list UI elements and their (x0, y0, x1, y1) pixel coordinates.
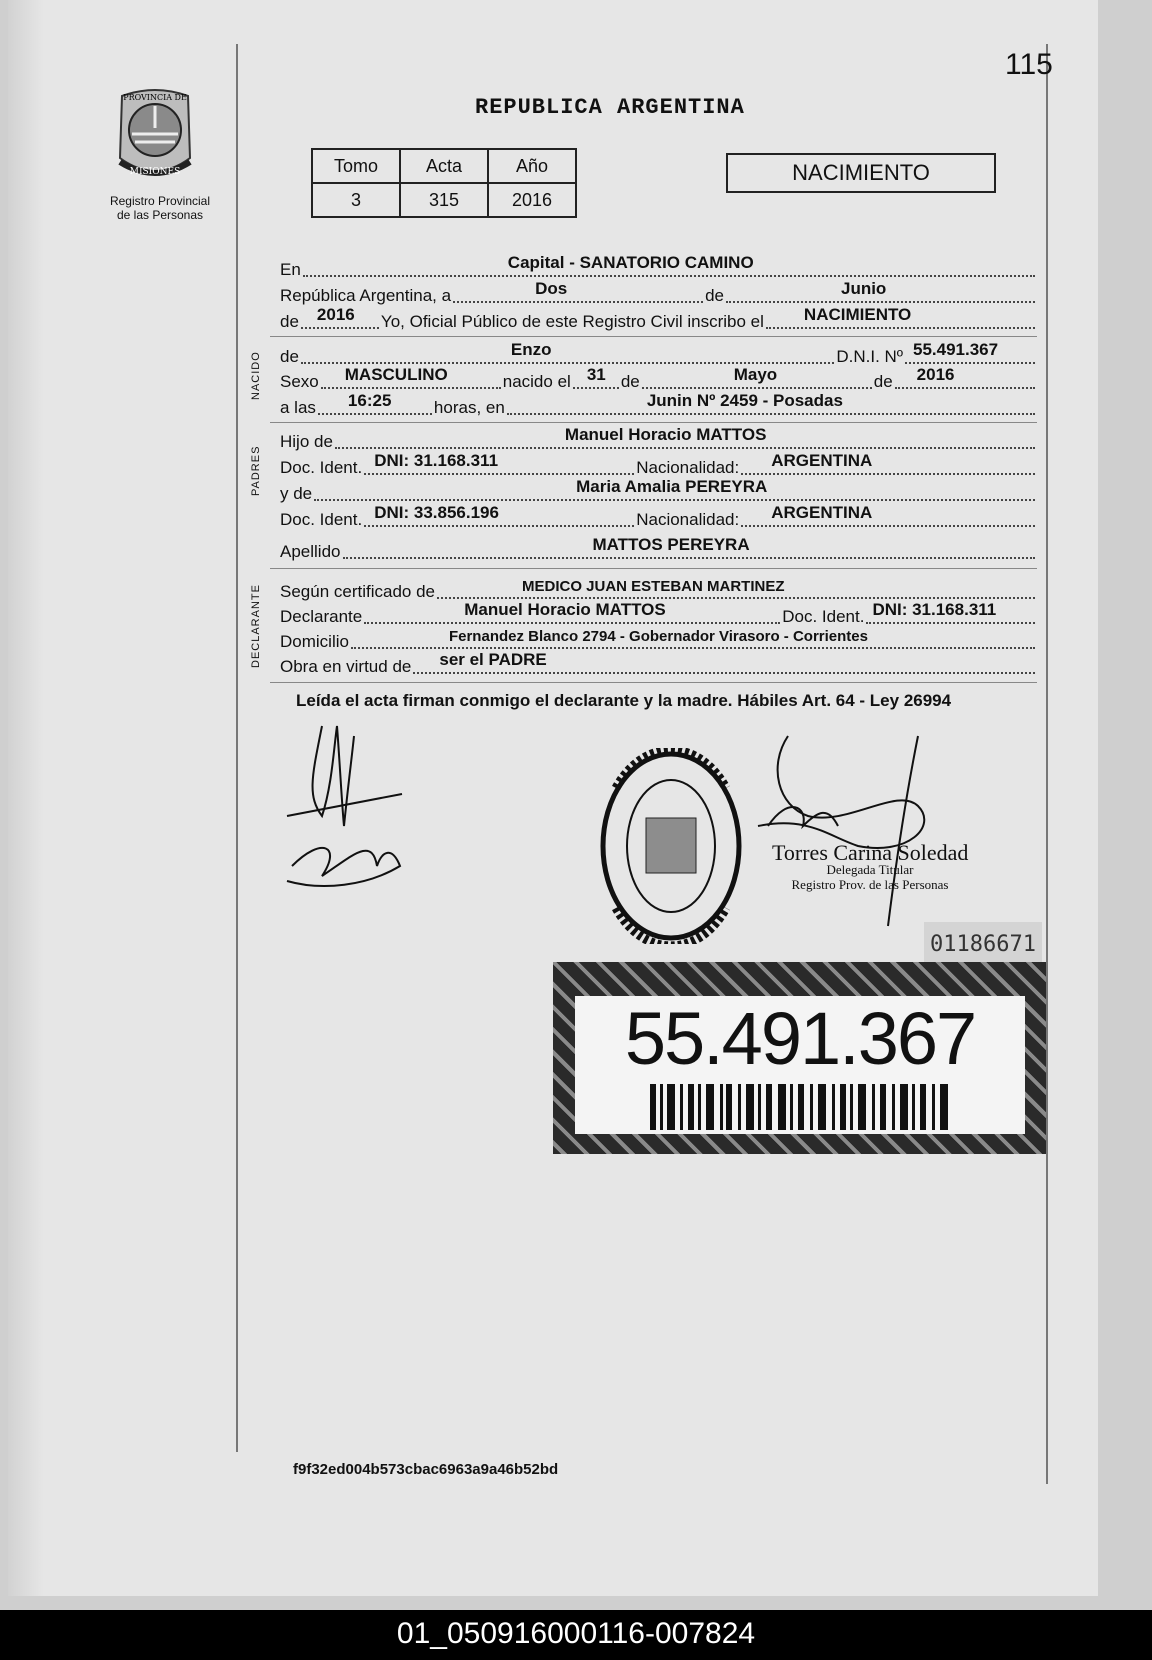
hijo-de-label: Hijo de (280, 432, 333, 451)
declarante-doc-value: DNI: 31.168.311 (872, 600, 997, 619)
mother-doc-label: Doc. Ident. (280, 510, 363, 529)
republica-label: República Argentina, a (280, 286, 452, 305)
row-sexo (280, 365, 1037, 392)
sexo-label: Sexo (280, 372, 319, 391)
father-nat-label: Nacionalidad: (636, 458, 740, 477)
sexo-value: MASCULINO (344, 365, 448, 384)
declarante-value: Manuel Horacio MATTOS (464, 600, 666, 619)
row-year (280, 305, 1037, 332)
en-value: Capital - SANATORIO CAMINO (507, 253, 754, 272)
year-value: 2016 (316, 305, 355, 324)
official-signature-icon (748, 726, 968, 941)
father-nat-value: ARGENTINA (771, 451, 873, 470)
father-name-value: Manuel Horacio MATTOS (564, 425, 767, 444)
birth-year-value: 2016 (916, 365, 955, 384)
seal-text-bottom: MISIONES (129, 167, 181, 177)
closing-note: Leída el acta firman conmigo el declarante y la madre. Hábiles Art. 64 - Ley 26994 (296, 691, 952, 710)
row-y-de (280, 477, 1037, 504)
ref-value-acta: 315 (400, 183, 488, 217)
barcode-number: 55.491.367 (624, 997, 976, 1080)
reference-table (311, 148, 577, 218)
obra-value: ser el PADRE (439, 650, 547, 669)
nacido-de-label-3: de (873, 372, 893, 391)
section-label-nacido: NACIDO (250, 351, 262, 400)
row-certificado (280, 580, 1037, 602)
day-value: Dos (535, 279, 568, 298)
alas-label: a las (280, 398, 316, 417)
declarante-doc-label: Doc. Ident. (782, 607, 865, 626)
cert-label: Según certificado de (280, 582, 435, 601)
birth-day-value: 31 (586, 365, 606, 384)
mother-name-value: Maria Amalia PEREYRA (576, 477, 768, 496)
father-doc-label: Doc. Ident. (280, 458, 363, 477)
right-margin-rule (1046, 44, 1048, 1484)
cert-value: MEDICO JUAN ESTEBAN MARTINEZ (522, 578, 785, 595)
province-seal-icon (110, 88, 200, 188)
mother-nat-value: ARGENTINA (771, 503, 873, 522)
row-en (280, 253, 1037, 280)
domicilio-value: Fernandez Blanco 2794 - Gobernador Virasoro - Corrientes (448, 628, 868, 645)
row-name (280, 340, 1037, 367)
document-hash: f9f32ed004b573cbac6963a9a46b52bd (293, 1461, 559, 1478)
record-type-box: NACIMIENTO (726, 153, 996, 193)
page-number: 115 (1005, 48, 1053, 81)
ref-value-ano: 2016 (488, 183, 576, 217)
official-role-line-1: Delegada Titular (826, 862, 914, 877)
father-doc-value: DNI: 31.168.311 (374, 451, 499, 470)
domicilio-label: Domicilio (280, 632, 349, 651)
section-label-padres: PADRES (250, 445, 262, 496)
de-label: de (705, 286, 724, 305)
mother-doc-value: DNI: 33.856.196 (374, 503, 499, 522)
row-hijo-de (280, 425, 1037, 452)
dni-label: D.N.I. Nº (836, 347, 903, 366)
official-name: Torres Carina Soledad (772, 840, 969, 865)
row-apellido (280, 535, 1037, 562)
row-domicilio (280, 630, 1037, 652)
left-margin-rule (236, 44, 238, 1452)
birth-place-value: Junin Nº 2459 - Posadas (646, 391, 843, 410)
separator-4 (270, 682, 1037, 683)
oficial-text: Yo, Oficial Público de este Registro Civil inscribo el (380, 312, 764, 331)
year-prefix-label: de (280, 312, 299, 331)
row-father-doc (280, 451, 1037, 478)
birth-month-value: Mayo (733, 365, 778, 384)
barcode-bars-icon (650, 1084, 950, 1130)
nacido-de-label: de (280, 347, 299, 366)
section-label-declarante: DECLARANTE (250, 584, 262, 668)
registry-caption-line-1: Registro Provincial (109, 194, 211, 208)
footer-code: 01_050916000116-007824 (0, 1610, 1152, 1660)
apellido-value: MATTOS PEREYRA (592, 535, 750, 554)
horas-label: horas, en (433, 398, 505, 417)
record-value: NACIMIENTO (803, 305, 912, 324)
separator-2 (270, 422, 1037, 423)
ref-header-ano: Año (488, 149, 576, 183)
declarant-signature-icon (282, 716, 422, 901)
row-republica (280, 279, 1037, 306)
ref-header-acta: Acta (400, 149, 488, 183)
row-obra (280, 650, 1037, 677)
document-title: REPUBLICA ARGENTINA (475, 95, 745, 120)
separator-1 (270, 336, 1037, 337)
nacido-de-label-2: de (620, 372, 640, 391)
row-declarante (280, 600, 1037, 627)
official-role-line-2: Registro Prov. de las Personas (791, 877, 949, 892)
nacido-el-label: nacido el (502, 372, 571, 391)
month-value: Junio (840, 279, 887, 298)
registry-caption-line-2: de las Personas (116, 208, 204, 222)
row-hora (280, 391, 1037, 418)
seal-text-top: PROVINCIA DE (123, 93, 187, 102)
child-name-value: Enzo (510, 340, 552, 359)
registry-caption (95, 194, 225, 222)
separator-3 (270, 568, 1037, 569)
control-number: 01186671 (924, 922, 1042, 968)
birth-time-value: 16:25 (347, 391, 392, 410)
apellido-label: Apellido (280, 542, 341, 561)
en-label: En (280, 260, 301, 279)
y-de-label: y de (280, 484, 313, 503)
row-mother-doc (280, 503, 1037, 530)
obra-label: Obra en virtud de (280, 657, 412, 676)
ref-value-tomo: 3 (312, 183, 400, 217)
declarante-label: Declarante (280, 607, 363, 626)
registry-stamp-icon (596, 748, 746, 944)
official-role (765, 862, 975, 892)
child-dni-value: 55.491.367 (913, 340, 999, 359)
mother-nat-label: Nacionalidad: (636, 510, 740, 529)
ref-header-tomo: Tomo (312, 149, 400, 183)
barcode-sticker (553, 962, 1046, 1154)
